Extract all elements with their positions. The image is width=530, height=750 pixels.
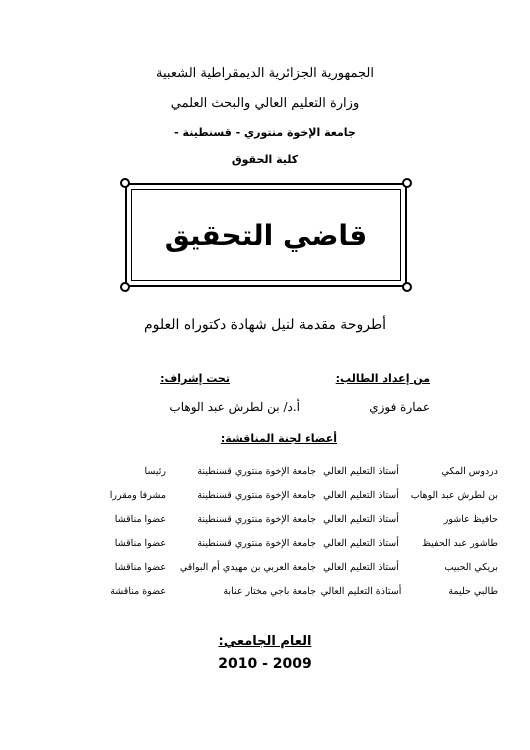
frame-corner (402, 282, 412, 292)
jury-university: جامعة العربي بن مهيدي أم البواقي (179, 561, 316, 573)
jury-name: طالبي حليمة (448, 585, 498, 597)
thesis-subtitle: أطروحة مقدمة لنيل شهادة دكتوراه العلوم (144, 317, 386, 333)
jury-rank: أستاذ التعليم العالي (323, 465, 399, 477)
jury-role: عضوا مناقشا (114, 513, 166, 525)
university-line: جامعة الإخوة منتوري - قسنطينة - (174, 126, 356, 139)
faculty-line: كلية الحقوق (231, 153, 299, 166)
table-row (58, 531, 498, 555)
jury-rank: أستاذة التعليم العالي (320, 585, 402, 597)
jury-name: طاشور عبد الحفيظ (422, 537, 498, 549)
student-label: من إعداد الطالب: (335, 372, 430, 385)
frame-corner (120, 282, 130, 292)
table-row (58, 579, 498, 603)
title-frame (125, 183, 407, 287)
frame-corner (120, 178, 130, 188)
jury-label: أعضاء لجنة المناقشة: (220, 432, 337, 445)
jury-university: جامعة الإخوة منتوري قسنطينة (197, 513, 316, 525)
jury-rank: أستاذ التعليم العالي (323, 561, 399, 573)
jury-role: مشرفا ومقررا (109, 489, 166, 501)
republic-line: الجمهورية الجزائرية الديمقراطية الشعبية (156, 66, 374, 81)
jury-university: جامعة الإخوة منتوري قسنطينة (197, 489, 316, 501)
jury-name: حافيظ عاشور (443, 513, 498, 525)
jury-university: جامعة الإخوة منتوري قسنطينة (197, 465, 316, 477)
academic-year: 2010 - 2009 (218, 656, 312, 672)
jury-role: عضوة مناقشة (110, 585, 166, 597)
jury-university: جامعة الإخوة منتوري قسنطينة (197, 537, 316, 549)
jury-rank: أستاذ التعليم العالي (323, 513, 399, 525)
ministry-line: وزارة التعليم العالي والبحث العلمي (170, 96, 360, 111)
jury-name: دردوس المكي (441, 465, 498, 477)
table-row (58, 483, 498, 507)
jury-rank: أستاذ التعليم العالي (323, 537, 399, 549)
academic-year-label: العام الجامعي: (218, 634, 312, 649)
frame-corner (402, 178, 412, 188)
jury-university: جامعة باجي مختار عنابة (223, 585, 316, 597)
student-name: عمارة فوزي (369, 400, 430, 414)
table-row (58, 459, 498, 483)
jury-name: بريكي الحبيب (444, 561, 498, 573)
jury-table (58, 459, 498, 603)
table-row (58, 507, 498, 531)
supervisor-label: تحت إشراف: (160, 372, 230, 385)
jury-name: بن لطرش عبد الوهاب (410, 489, 498, 501)
jury-role: عضوا مناقشا (114, 561, 166, 573)
jury-rank: أستاذ التعليم العالي (323, 489, 399, 501)
jury-role: رئيسا (144, 465, 166, 477)
supervisor-name: أ.د/ بن لطرش عبد الوهاب (169, 400, 300, 414)
table-row (58, 555, 498, 579)
jury-role: عضوا مناقشا (114, 537, 166, 549)
thesis-title: قاضي التحقيق (164, 219, 368, 252)
